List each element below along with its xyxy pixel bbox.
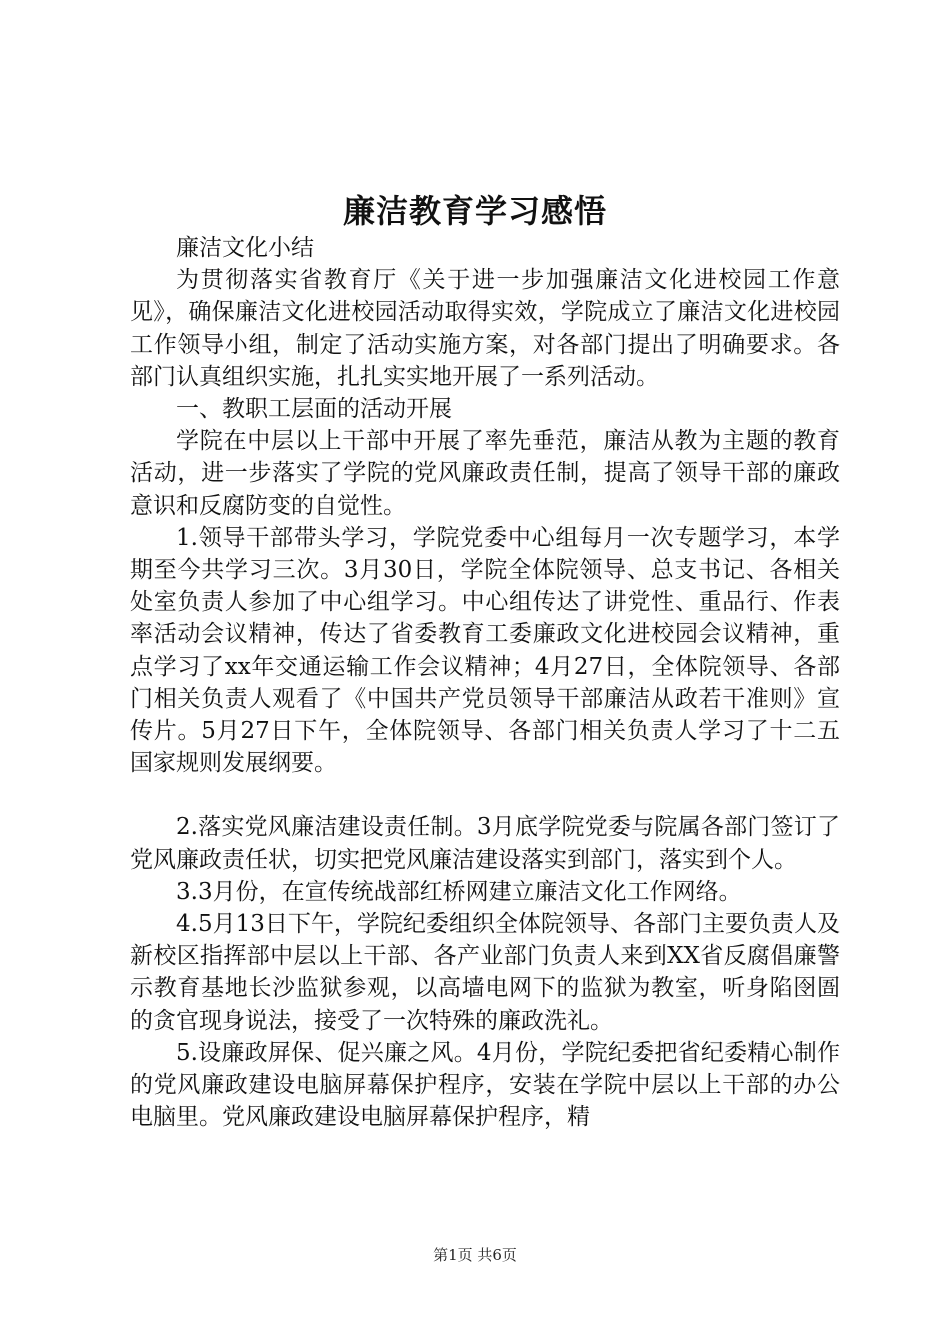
document-title: 廉洁教育学习感悟 xyxy=(342,192,607,230)
paragraph-intro: 为贯彻落实省教育厅《关于进一步加强廉洁文化进校园工作意见》，确保廉洁文化进校园活动取得实效，学院成立了廉洁文化进校园工作领导小组，制定了活动实施方案，对各部门提出了明确要求。各部门认真组织实施，扎扎实实地开展了一系列活动。 xyxy=(130,267,840,390)
section-heading: 一、教职工层面的活动开展 xyxy=(176,396,452,423)
paragraph-item-3: 3.3月份，在宣传统战部红桥网建立廉洁文化工作网络。 xyxy=(176,878,742,905)
paragraph-item-2: 2.落实党风廉洁建设责任制。3月底学院党委与院属各部门签订了党风廉政责任状，切实把党风廉洁建设落实到部门，落实到个人。 xyxy=(130,814,840,873)
paragraph-item-4: 4.5月13日下午，学院纪委组织全体院领导、各部门主要负责人及新校区指挥部中层以上干部、各产业部门负责人来到XX省反腐倡廉警示教育基地长沙监狱参观，以高墙电网下的监狱为教室，听身陷囹圄的贪官现身说法，接受了一次特殊的廉政洗礼。 xyxy=(130,911,840,1034)
paragraph-item-5: 5.设廉政屏保、促兴廉之风。4月份，学院纪委把省纪委精心制作的党风廉政建设电脑屏幕保护程序，安装在学院中层以上干部的办公电脑里。党风廉政建设电脑屏幕保护程序，精 xyxy=(130,1039,840,1131)
document-body xyxy=(130,232,840,1133)
page-footer: 第1页 共6页 xyxy=(433,1246,517,1264)
paragraph-subtitle: 廉洁文化小结 xyxy=(176,235,314,261)
paragraph-item-1: 1.领导干部带头学习，学院党委中心组每月一次专题学习，本学期至今共学习三次。3月30日，学院全体院领导、总支书记、各相关处室负责人参加了中心组学习。中心组传达了讲党性、重品行、作表率活动会议精神，传达了省委教育工委廉政文化进校园会议精神，重点学习了xx年交通运输工作会议精神；4月27日，全体院领导、各部门相关负责人观看了《中国共产党员领导干部廉洁从政若干准则》宣传片。5月27日下午，全体院领导、各部门相关负责人学习了十二五国家规则发展纲要。 xyxy=(130,524,840,777)
paragraph-section-intro: 学院在中层以上干部中开展了率先垂范，廉洁从教为主题的教育活动，进一步落实了学院的党风廉政责任制，提高了领导干部的廉政意识和反腐防变的自觉性。 xyxy=(130,428,840,519)
